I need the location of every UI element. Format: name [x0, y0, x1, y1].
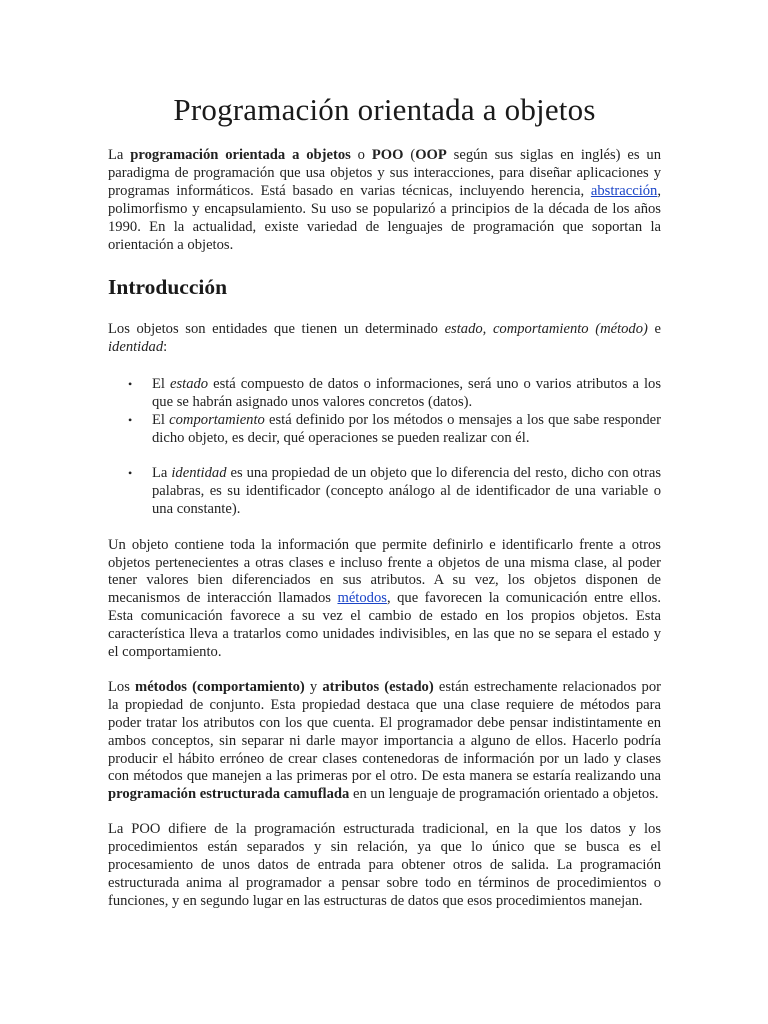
poo-paragraph	[108, 821, 661, 911]
methods-bold-3: programación estructurada camuflada	[108, 786, 350, 803]
objects-text-2: e	[647, 321, 661, 338]
intro-bold-oop: OOP	[415, 147, 447, 163]
intro-text-3: (	[403, 147, 416, 163]
list-item-text-1: La	[152, 464, 172, 481]
properties-list	[108, 376, 661, 518]
methods-text-3: están estrechamente relacionados por la propiedad de conjunto. Esta propiedad destaca que una clase requiere de métodos para poder tratar los atributos con los que cuenta. El programador debe pensar indistintamente en ambos conceptos, sin separar ni darle mayor importancia a alguno de ellos. Hacerlo podría producir el hábito erróneo de crear clases contenedoras de información por un lado y clases con métodos que manejen a las primeras por el otro. De esta manera se estaría realizando una	[108, 678, 661, 785]
objects-text-3: :	[163, 339, 168, 356]
list-item-term: estado	[169, 376, 209, 393]
intro-bold-term: programación orientada a objetos	[130, 147, 351, 163]
intro-text-1: La	[108, 147, 131, 163]
objects-text-1: Los objetos son entidades que tienen un determinado	[108, 321, 445, 338]
object-text-1: Un objeto contiene toda la información que permite definirlo e identificarlo frente a otros objetos pertenecientes a otras clases e incluso frente a objetos de una misma clase, al poder tener valores bien diferenciados en sus atributos. A su vez, los objetos disponen de mecanismos de interacción llamados	[108, 536, 661, 607]
object-paragraph	[108, 537, 661, 662]
list-item-text-1: El	[152, 376, 170, 393]
methods-bold-2: atributos (estado)	[322, 678, 434, 695]
list-item-comportamiento	[108, 412, 661, 448]
page-title: Programación orientada a objetos	[173, 92, 596, 127]
bullet-icon: •	[128, 377, 133, 392]
methods-bold-1: métodos (comportamiento)	[135, 678, 305, 695]
list-item-text-2: está definido por los métodos o mensajes a los que sabe responder dicho objeto, es decir, qué operaciones se pueden realizar con él.	[152, 412, 662, 446]
list-item-term: identidad	[171, 464, 227, 481]
metodos-link[interactable]: métodos	[337, 590, 387, 607]
intro-text-5: , polimorfismo y encapsulamiento. Su uso se popularizó a principios de la década de los años 1990. En la actualidad, existe variedad de lenguajes de programación que soportan la orientación a objetos.	[108, 182, 661, 253]
list-item-identidad	[108, 465, 661, 519]
methods-text-4: en un lenguaje de programación orientado a objetos.	[349, 786, 659, 803]
list-item-term: comportamiento	[169, 412, 265, 429]
list-item-text-1: El	[152, 412, 170, 429]
bullet-icon: •	[128, 413, 133, 428]
methods-text-1: Los	[108, 678, 136, 695]
abstraccion-link[interactable]: abstracción	[590, 182, 658, 199]
methods-paragraph	[108, 679, 661, 804]
objects-italic-1: estado, comportamiento (método)	[444, 321, 648, 338]
intro-text-4: según sus siglas en inglés) es un paradigma de programación que usa objetos y sus interacciones, para diseñar aplicaciones y programas informáticos. Está basado en varias técnicas, incluyendo herencia,	[108, 147, 662, 199]
bullet-icon: •	[128, 465, 133, 480]
list-item-text-2: está compuesto de datos o informaciones, será uno o varios atributos a los que se habrán asignado unos valores concretos (datos).	[152, 376, 661, 411]
objects-paragraph	[108, 321, 661, 357]
list-item-text-2: es una propiedad de un objeto que lo diferencia del resto, dicho con otras palabras, es su identificador (concepto análogo al de identificador de una variable o una constante).	[152, 464, 662, 517]
objects-italic-2: identidad	[108, 339, 164, 356]
object-text-2: , que favorecen la comunicación entre ellos. Esta comunicación favorece a su vez el cambio de estado en los propios objetos. Esta característica lleva a tratarlos como unidades indivisibles, en las que no se separa el estado y el comportamiento.	[108, 590, 661, 661]
intro-bold-poo: POO	[371, 147, 404, 163]
section-heading-introduccion: Introducción	[108, 275, 228, 300]
methods-text-2: y	[304, 678, 323, 695]
intro-paragraph	[108, 147, 661, 254]
list-item-estado	[108, 376, 661, 412]
poo-text: La POO difiere de la programación estructurada tradicional, en la que los datos y los procedimientos están separados y sin relación, ya que lo único que se busca es el procesamiento de unos datos de entrada para obtener otros de salida. La programación estructurada anima al programador a pensar sobre todo en términos de procedimientos o funciones, y en segundo lugar en las estructuras de datos que esos procedimientos manejan.	[108, 821, 661, 909]
intro-text-2: o	[350, 147, 372, 163]
